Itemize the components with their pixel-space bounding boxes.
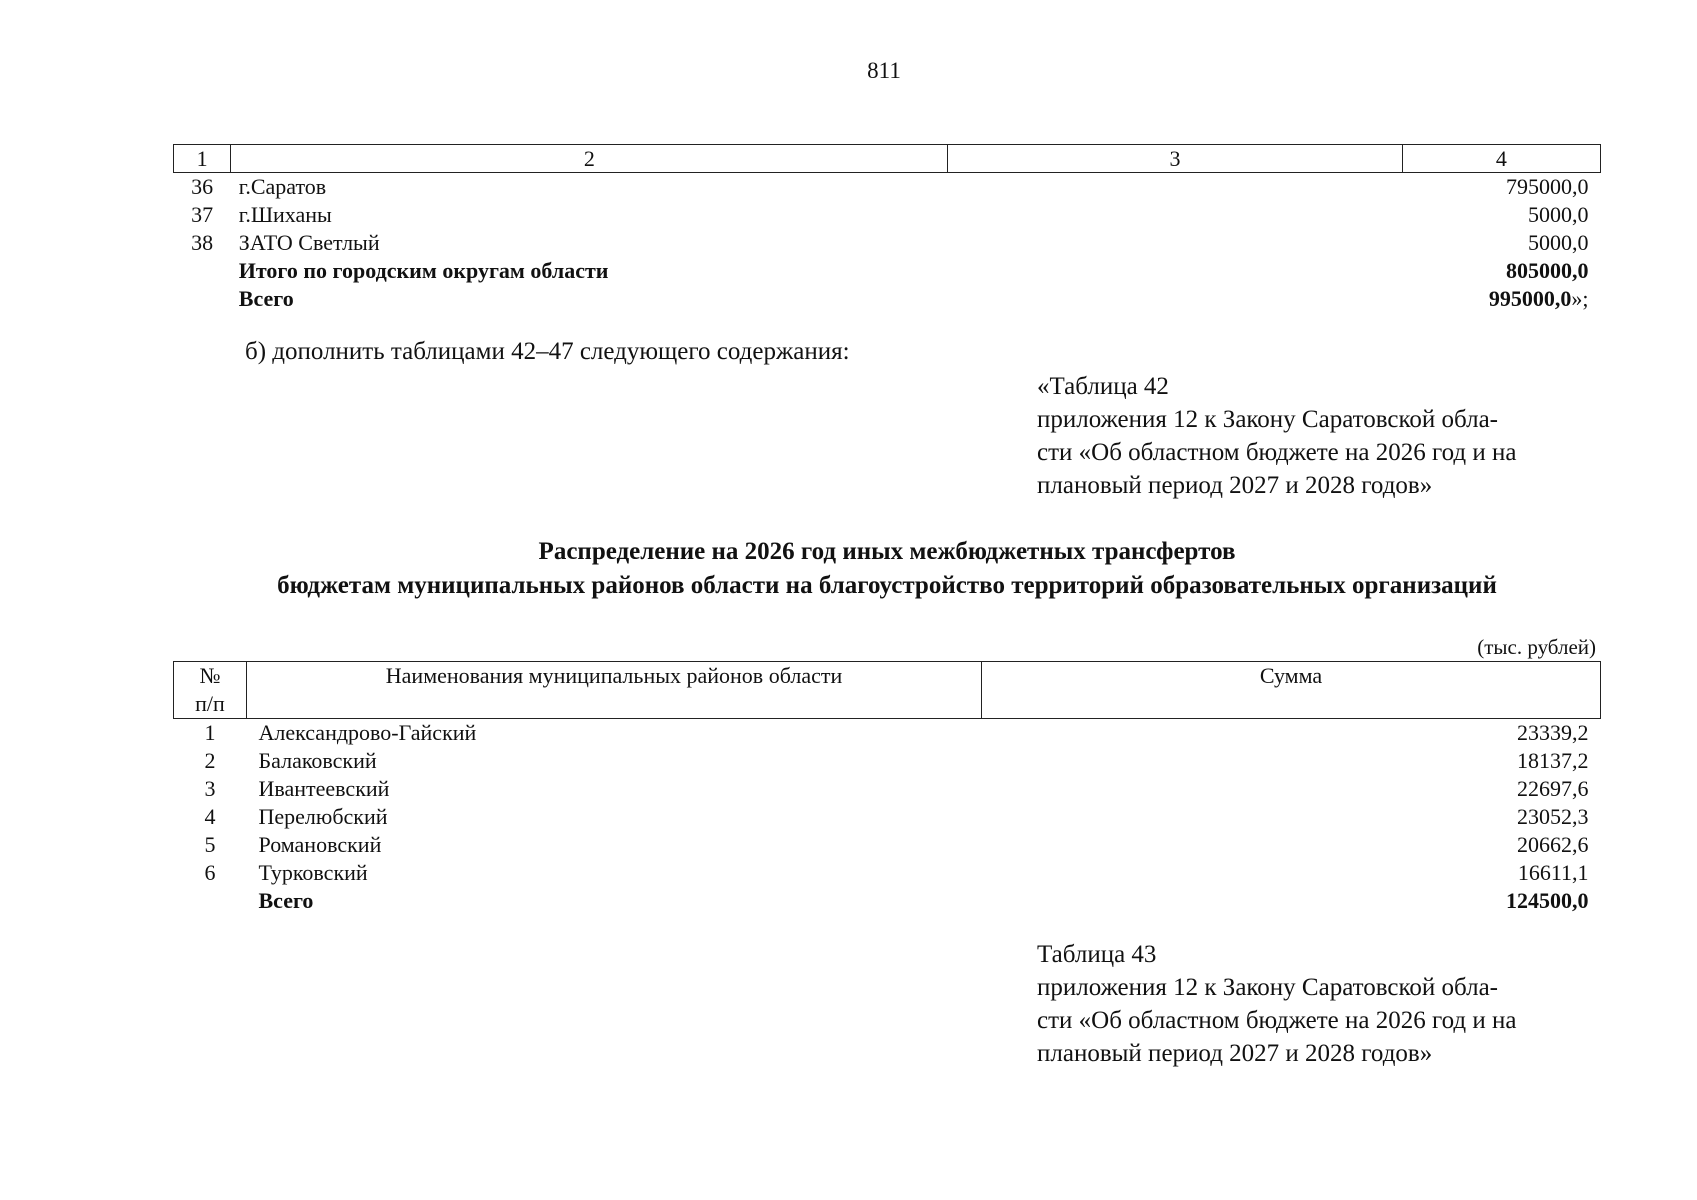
- row-value: 16611,1: [1517, 860, 1589, 885]
- caption-line: плановый период 2027 и 2028 годов»: [1037, 1040, 1433, 1067]
- caption-line: «Таблица 42: [1037, 373, 1169, 400]
- title-line: бюджетам муниципальных районов области на благоустройство территорий образовательных организаций: [277, 572, 1497, 599]
- row-name: Романовский: [258, 832, 382, 857]
- total-cell: [1402, 285, 1600, 313]
- row-number: 6: [204, 860, 216, 885]
- row-value: 23339,2: [1517, 720, 1589, 745]
- table-row: [174, 719, 1601, 748]
- row-empty: [948, 257, 1402, 285]
- table-row: [174, 831, 1601, 859]
- row-number: 5: [204, 832, 216, 857]
- total-value: 124500,0: [1506, 888, 1589, 913]
- table-row: [174, 747, 1601, 775]
- table-header-row: [174, 145, 1601, 173]
- total-row: [174, 887, 1601, 915]
- table-row: [174, 859, 1601, 887]
- caption-line: плановый период 2027 и 2028 годов»: [1037, 472, 1433, 499]
- caption-line: приложения 12 к Закону Саратовской обла-: [1037, 974, 1498, 1001]
- total-row: [174, 285, 1601, 313]
- row-value: 22697,6: [1517, 776, 1589, 801]
- total-label: Всего: [258, 888, 314, 913]
- row-name: Александрово-Гайский: [258, 720, 477, 745]
- row-name: Перелюбский: [258, 804, 388, 829]
- caption-line: Таблица 43: [1037, 941, 1157, 968]
- row-value: 5000,0: [1528, 202, 1589, 227]
- caption-line: приложения 12 к Закону Саратовской обла-: [1037, 406, 1498, 433]
- table-title: [173, 535, 1601, 603]
- caption-line: сти «Об областном бюджете на 2026 год и на: [1037, 1007, 1517, 1034]
- table-43-caption: [1037, 938, 1599, 1070]
- intro-text: б) дополнить таблицами 42–47 следующего содержания:: [245, 338, 850, 365]
- subtotal-value: 805000,0: [1506, 258, 1589, 283]
- row-number: 1: [204, 720, 216, 745]
- table-row: [174, 803, 1601, 831]
- row-number: 37: [191, 202, 214, 227]
- row-number: 4: [204, 804, 216, 829]
- column-header: 4: [1402, 145, 1600, 173]
- row-value: 20662,6: [1517, 832, 1589, 857]
- row-empty: [948, 173, 1402, 202]
- row-name: ЗАТО Светлый: [238, 230, 380, 255]
- caption-line: сти «Об областном бюджете на 2026 год и на: [1037, 439, 1517, 466]
- header-line: №: [199, 663, 221, 688]
- column-header: 1: [174, 145, 231, 173]
- row-value: 5000,0: [1528, 230, 1589, 255]
- page-number: 811: [867, 58, 901, 83]
- total-label: Всего: [238, 286, 294, 311]
- table-row: [174, 201, 1601, 229]
- row-name: г.Шиханы: [238, 202, 332, 227]
- row-name: Ивантеевский: [258, 776, 390, 801]
- total-value: 995000,0: [1488, 286, 1572, 311]
- row-value: 18137,2: [1517, 748, 1589, 773]
- column-header-name: Наименования муниципальных районов области: [247, 662, 982, 719]
- row-value: 795000,0: [1506, 174, 1589, 199]
- row-name: Турковский: [258, 860, 368, 885]
- column-header-number: [174, 662, 247, 719]
- table-row: [174, 229, 1601, 257]
- column-header: 3: [948, 145, 1402, 173]
- subtotal-row: [174, 257, 1601, 285]
- row-empty: [174, 285, 231, 313]
- table-row: [174, 775, 1601, 803]
- row-empty: [948, 229, 1402, 257]
- row-empty: [174, 887, 247, 915]
- row-empty: [948, 201, 1402, 229]
- title-line: Распределение на 2026 год иных межбюджетных трансфертов: [538, 538, 1236, 565]
- column-header: 2: [231, 145, 948, 173]
- header-line: п/п: [195, 691, 225, 716]
- row-empty: [948, 285, 1402, 313]
- row-number: 36: [191, 174, 214, 199]
- total-suffix: »;: [1571, 286, 1589, 311]
- subtotal-label: Итого по городским округам области: [238, 258, 609, 283]
- table-row: [174, 173, 1601, 202]
- table-42-caption: [1037, 370, 1599, 502]
- row-name: г.Саратов: [238, 174, 327, 199]
- continued-table: [173, 144, 1601, 313]
- units-label: (тыс. рублей): [1477, 635, 1596, 659]
- row-number: 38: [191, 230, 214, 255]
- row-name: Балаковский: [258, 748, 377, 773]
- row-value: 23052,3: [1517, 804, 1589, 829]
- row-empty: [174, 257, 231, 285]
- row-number: 2: [204, 748, 216, 773]
- table-42: [173, 661, 1601, 915]
- column-header-sum: Сумма: [982, 662, 1601, 719]
- row-number: 3: [204, 776, 216, 801]
- table-header-row: [174, 662, 1601, 719]
